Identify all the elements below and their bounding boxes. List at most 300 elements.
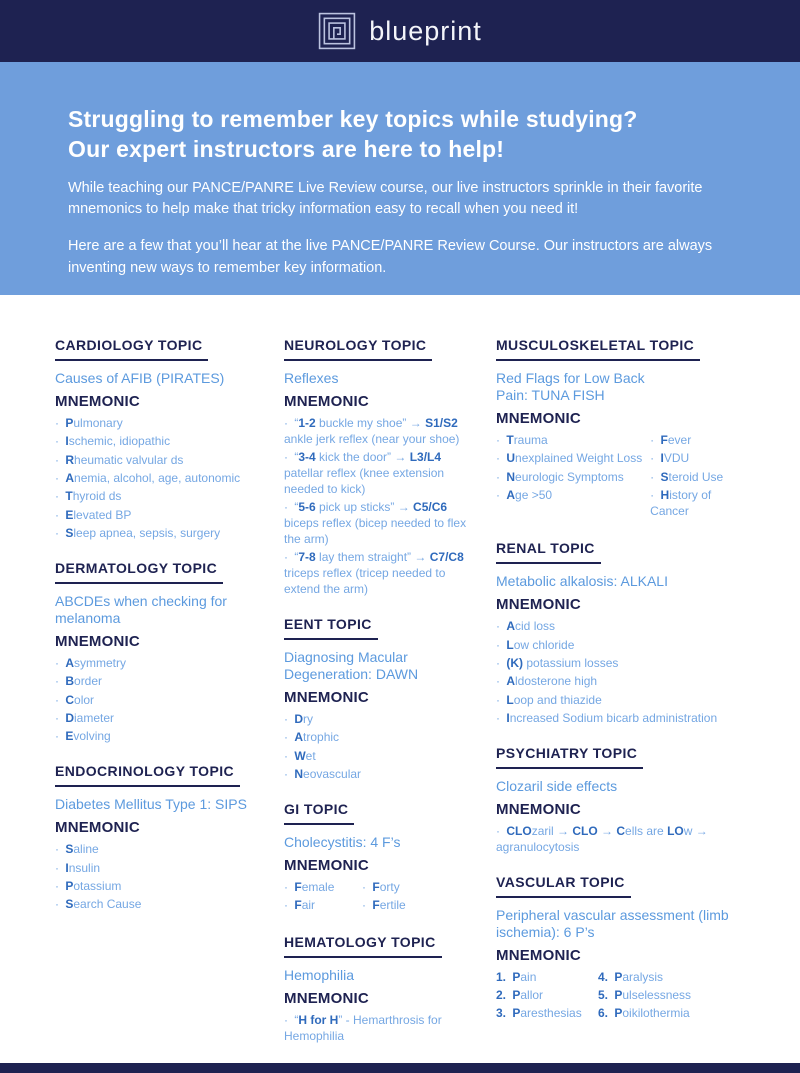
topic-heading-text: EENT TOPIC (284, 616, 378, 640)
mnemonic-list (284, 712, 482, 783)
topics-column-2 (284, 337, 482, 1063)
item-number: 5. (598, 988, 612, 1003)
mnemonic-text: ge >50 (515, 488, 553, 503)
bullet-icon: · (496, 711, 504, 726)
mnemonic-item (284, 712, 482, 728)
bullet-icon: · (650, 433, 658, 448)
topic-subtitle: Hemophilia (284, 967, 355, 984)
mnemonic-label: MNEMONIC (284, 990, 369, 1008)
mnemonic-text: zaril → (531, 823, 573, 838)
topic-section-gi (284, 801, 482, 917)
topic-heading-vascular (496, 874, 752, 898)
mnemonic-list (284, 880, 482, 917)
topic-heading-text: CARDIOLOGY TOPIC (55, 337, 208, 361)
bullet-icon: · (284, 879, 292, 894)
mnemonic-text: aralysis (622, 969, 664, 984)
bullet-icon: · (284, 550, 292, 565)
mnemonic-item (284, 880, 362, 896)
mnemonic-list (496, 970, 752, 1025)
topic-section-cardiology (55, 337, 270, 542)
mnemonic-text: heumatic valvular ds (74, 452, 184, 467)
bullet-icon: · (284, 1013, 292, 1028)
item-number: 1. (496, 969, 510, 984)
mnemonic-text: P (512, 988, 521, 1003)
mnemonic-item (55, 711, 270, 727)
mnemonic-text: P (65, 416, 74, 431)
mnemonic-text: “ (294, 550, 299, 565)
mnemonic-list-column (496, 824, 752, 856)
mnemonic-text: nsulin (68, 860, 101, 875)
mnemonic-text: “ (294, 450, 299, 465)
mnemonic-item (55, 656, 270, 672)
mnemonic-text: E (65, 507, 74, 522)
bullet-icon: · (55, 711, 63, 726)
mnemonic-item (496, 711, 752, 727)
mnemonic-text: D (294, 711, 304, 726)
mnemonic-text: I (506, 711, 510, 726)
mnemonic-text: U (506, 451, 516, 466)
mnemonic-text: VDU (663, 451, 690, 466)
bullet-icon: · (55, 507, 63, 522)
topic-section-eent (284, 616, 482, 783)
topic-heading-text: VASCULAR TOPIC (496, 874, 631, 898)
mnemonic-text: iameter (74, 711, 115, 726)
mnemonic-text: F (294, 898, 302, 913)
bullet-icon: · (55, 434, 63, 449)
topic-subtitle: Reflexes (284, 370, 339, 386)
mnemonic-label: MNEMONIC (55, 633, 140, 651)
mnemonic-label: MNEMONIC (496, 946, 581, 964)
bullet-icon: · (650, 488, 658, 503)
bullet-icon: · (284, 898, 292, 913)
mnemonic-text: “ (294, 500, 299, 515)
mnemonic-text: N (294, 766, 304, 781)
mnemonic-text: F (660, 433, 668, 448)
mnemonic-label: MNEMONIC (55, 393, 140, 411)
mnemonic-label: MNEMONIC (496, 410, 581, 428)
mnemonic-item (496, 970, 598, 986)
mnemonic-text: ulselessness (622, 988, 692, 1003)
mnemonic-text: cid loss (515, 619, 556, 634)
mnemonic-list-column (55, 416, 270, 542)
mnemonic-item (650, 470, 752, 486)
mnemonic-text: A (294, 730, 304, 745)
mnemonic-text: N (506, 469, 516, 484)
mnemonic-item (55, 453, 270, 469)
mnemonic-text: 7-8 (298, 550, 316, 565)
topic-heading-eent (284, 616, 482, 640)
mnemonic-item (598, 988, 691, 1004)
mnemonic-list (284, 416, 482, 598)
bullet-icon: · (362, 879, 370, 894)
mnemonic-text: LO (667, 823, 684, 838)
bullet-icon: · (55, 489, 63, 504)
topic-section-dermatology (55, 560, 270, 745)
mnemonic-text: P (512, 1006, 521, 1021)
mnemonic-text: hyroid ds (72, 489, 122, 504)
mnemonic-text: istory of Cancer (650, 488, 712, 518)
bullet-icon: · (496, 488, 504, 503)
mnemonic-text: ells are (625, 823, 668, 838)
mnemonic-text: S (65, 897, 74, 912)
mnemonic-text: S (660, 469, 669, 484)
hero-heading (68, 104, 740, 165)
mnemonic-list (55, 656, 270, 745)
bullet-icon: · (55, 452, 63, 467)
mnemonic-text: ulmonary (73, 416, 123, 431)
mnemonic-list-column (284, 1013, 482, 1045)
topic-heading-text: GI TOPIC (284, 801, 354, 825)
mnemonic-label: MNEMONIC (284, 856, 369, 874)
mnemonic-item (55, 729, 270, 745)
mnemonic-text: C5/C6 (413, 500, 448, 515)
mnemonic-item (496, 433, 650, 449)
mnemonic-list-column (55, 842, 270, 913)
mnemonic-item (496, 488, 650, 504)
mnemonic-list-column (284, 880, 362, 917)
mnemonic-item (496, 1006, 598, 1022)
mnemonic-text: I (65, 860, 69, 875)
bullet-icon: · (55, 878, 63, 893)
mnemonic-item (55, 434, 270, 450)
mnemonic-text: ertile (379, 898, 406, 913)
hero-paragraph-2: Here are a few that you’ll hear at the live PANCE/PANRE Review Course. Our instructors are always inventing new ways to remember key information. (68, 238, 713, 276)
topic-section-psychiatry (496, 745, 752, 856)
mnemonic-text: A (506, 674, 516, 689)
mnemonic-item (650, 451, 752, 467)
topic-heading-musculoskeletal (496, 337, 752, 361)
mnemonic-item (284, 749, 482, 765)
bullet-icon: · (55, 471, 63, 486)
mnemonic-item (284, 898, 362, 914)
mnemonic-text: trophic (303, 730, 340, 745)
mnemonic-item (496, 674, 752, 690)
mnemonic-text: leep apnea, sepsis, surgery (73, 526, 221, 541)
mnemonic-label: MNEMONIC (284, 688, 369, 706)
topic-section-hematology (284, 934, 482, 1045)
bullet-icon: · (650, 451, 658, 466)
mnemonic-text: ain (520, 969, 537, 984)
bullet-icon: · (496, 674, 504, 689)
bullet-icon: · (284, 711, 292, 726)
mnemonic-text: olor (74, 692, 95, 707)
mnemonic-text: S (65, 842, 74, 857)
topic-subtitle: Red Flags for Low Back Pain: TUNA FISH (496, 370, 645, 404)
mnemonic-text: S1/S2 (425, 416, 458, 431)
mnemonic-item (55, 879, 270, 895)
mnemonic-text: patellar reflex (knee extension needed to kick) (284, 466, 445, 496)
bullet-icon: · (55, 860, 63, 875)
mnemonic-item (55, 861, 270, 877)
mnemonic-item (284, 730, 482, 746)
mnemonic-text: H (660, 488, 670, 503)
mnemonic-list-column (496, 433, 650, 522)
mnemonic-text: ever (667, 433, 692, 448)
mnemonic-text: 5-6 (298, 500, 316, 515)
bullet-icon: · (496, 656, 504, 671)
topic-heading-text: DERMATOLOGY TOPIC (55, 560, 223, 584)
mnemonic-text: oop and thiazide (513, 692, 602, 707)
mnemonic-text: A (65, 656, 75, 671)
topic-heading-text: PSYCHIATRY TOPIC (496, 745, 643, 769)
bullet-icon: · (496, 469, 504, 484)
topic-heading-text: MUSCULOSKELETAL TOPIC (496, 337, 700, 361)
mnemonic-item (496, 638, 752, 654)
mnemonic-text: orty (379, 879, 400, 894)
topic-heading-endocrinology (55, 763, 270, 787)
topic-heading-renal (496, 540, 752, 564)
mnemonic-text: A (506, 488, 516, 503)
mnemonic-item (496, 619, 752, 635)
mnemonic-text: P (614, 988, 623, 1003)
mnemonic-list-column (496, 619, 752, 726)
mnemonic-text: symmetry (74, 656, 127, 671)
mnemonic-label: MNEMONIC (284, 393, 369, 411)
mnemonic-text: allor (520, 988, 544, 1003)
mnemonic-text: P (614, 1006, 623, 1021)
mnemonic-text: H for H (298, 1013, 339, 1028)
topic-section-renal (496, 540, 752, 727)
mnemonic-text: I (65, 434, 69, 449)
mnemonic-text: rauma (513, 433, 548, 448)
mnemonic-text: pick up sticks” → (315, 500, 414, 515)
bullet-icon: · (55, 526, 63, 541)
mnemonic-item (362, 880, 406, 896)
bullet-icon: · (55, 729, 63, 744)
item-number: 3. (496, 1006, 510, 1021)
mnemonic-text: CLO (506, 823, 532, 838)
bullet-icon: · (284, 730, 292, 745)
topic-heading-text: HEMATOLOGY TOPIC (284, 934, 442, 958)
topics-column-3 (496, 337, 752, 1063)
footer-bar (0, 1063, 800, 1073)
mnemonic-text: C7/C8 (429, 550, 464, 565)
mnemonic-text: P (512, 969, 521, 984)
mnemonic-text: potassium losses (523, 656, 619, 671)
bullet-icon: · (55, 416, 63, 431)
mnemonic-item (496, 693, 752, 709)
topic-subtitle: Causes of AFIB (PIRATES) (55, 370, 225, 386)
bullet-icon: · (55, 897, 63, 912)
topic-subtitle: ABCDEs when checking for melanoma (55, 592, 227, 626)
mnemonic-text: ncreased Sodium bicarb administration (509, 711, 718, 726)
mnemonic-item (55, 471, 270, 487)
mnemonic-text: (K) (506, 656, 524, 671)
mnemonic-text: oikilothermia (622, 1006, 690, 1021)
mnemonic-list-column (598, 970, 691, 1025)
bullet-icon: · (496, 619, 504, 634)
item-number: 6. (598, 1006, 612, 1021)
mnemonic-label: MNEMONIC (496, 596, 581, 614)
mnemonic-text: biceps reflex (bicep needed to flex the arm) (284, 516, 467, 546)
topic-section-vascular (496, 874, 752, 1025)
mnemonic-item (284, 416, 482, 448)
mnemonic-text: I (660, 451, 664, 466)
mnemonic-list-column (496, 970, 598, 1025)
bullet-icon: · (284, 748, 292, 763)
mnemonic-list-column (284, 416, 482, 598)
logo-text: blueprint (369, 15, 482, 46)
bullet-icon: · (55, 842, 63, 857)
mnemonic-item (496, 824, 734, 856)
topic-heading-text: ENDOCRINOLOGY TOPIC (55, 763, 240, 787)
mnemonic-list (496, 824, 752, 856)
mnemonic-text: emale (301, 879, 335, 894)
bullet-icon: · (284, 416, 292, 431)
mnemonic-item (496, 988, 598, 1004)
topics-column-1 (55, 337, 270, 1063)
topic-subtitle: Diagnosing Macular Degeneration: DAWN (284, 648, 419, 682)
mnemonic-text: otassium (73, 878, 122, 893)
mnemonic-item (55, 897, 270, 913)
mnemonic-text: kick the door” → (315, 450, 410, 465)
bullet-icon: · (55, 656, 63, 671)
mnemonic-text: T (506, 433, 514, 448)
mnemonic-item (284, 500, 482, 547)
mnemonic-text: lay them straight” → (315, 550, 430, 565)
item-number: 4. (598, 969, 612, 984)
mnemonic-text: P (614, 969, 623, 984)
mnemonic-text: C (65, 692, 75, 707)
mnemonic-text: buckle my shoe” → (315, 416, 426, 431)
mnemonic-list-column (55, 656, 270, 745)
mnemonic-list (496, 619, 752, 726)
topic-section-endocrinology (55, 763, 270, 913)
mnemonic-text: F (372, 898, 380, 913)
mnemonic-text: eurologic Symptoms (515, 469, 624, 484)
topic-section-musculoskeletal (496, 337, 752, 522)
mnemonic-text: volving (73, 729, 111, 744)
topic-heading-gi (284, 801, 482, 825)
mnemonic-text: w → agranulocytosis (496, 823, 708, 854)
bullet-icon: · (496, 823, 504, 838)
topic-heading-cardiology (55, 337, 270, 361)
mnemonic-item (496, 656, 752, 672)
mnemonic-item (284, 1013, 482, 1045)
mnemonic-item (650, 488, 752, 520)
mnemonic-item (598, 970, 691, 986)
mnemonic-text: T (65, 489, 73, 504)
mnemonic-item (55, 489, 270, 505)
bullet-icon: · (496, 692, 504, 707)
mnemonic-text: ldosterone high (515, 674, 598, 689)
header-bar (0, 0, 800, 62)
mnemonic-list (55, 842, 270, 913)
mnemonic-text: 3-4 (298, 450, 316, 465)
mnemonic-text: order (74, 674, 103, 689)
mnemonic-text: “ (294, 416, 299, 431)
item-number: 2. (496, 988, 510, 1003)
mnemonic-text: ow chloride (513, 637, 575, 652)
mnemonic-item (284, 767, 482, 783)
bullet-icon: · (284, 766, 292, 781)
mnemonic-text: ry (303, 711, 314, 726)
mnemonic-text: levated BP (73, 507, 132, 522)
mnemonic-item (55, 693, 270, 709)
mnemonic-text: L (506, 637, 514, 652)
mnemonic-text: E (65, 729, 74, 744)
mnemonic-item (55, 674, 270, 690)
topic-heading-dermatology (55, 560, 270, 584)
mnemonic-label: MNEMONIC (496, 800, 581, 818)
mnemonic-list (496, 433, 752, 522)
mnemonic-text: aline (73, 842, 99, 857)
mnemonic-text: S (65, 526, 74, 541)
mnemonic-item (284, 550, 482, 597)
topic-heading-neurology (284, 337, 482, 361)
mnemonic-text: L3/L4 (409, 450, 442, 465)
mnemonic-list (55, 416, 270, 542)
mnemonic-list-column (362, 880, 406, 917)
mnemonic-text: air (301, 898, 316, 913)
mnemonic-text: B (65, 674, 75, 689)
mnemonic-item (362, 898, 406, 914)
mnemonic-text: ankle jerk reflex (near your shoe) (284, 431, 460, 446)
mnemonic-item (284, 450, 482, 497)
bullet-icon: · (496, 637, 504, 652)
mnemonic-text: → (597, 823, 617, 838)
mnemonic-list-column (284, 712, 482, 783)
mnemonic-item (496, 470, 650, 486)
mnemonic-item (55, 416, 270, 432)
mnemonic-text: et (305, 748, 316, 763)
topic-subtitle: Metabolic alkalosis: ALKALI (496, 573, 668, 590)
mnemonic-text: A (506, 619, 516, 634)
mnemonic-text: CLO (572, 823, 598, 838)
topic-heading-psychiatry (496, 745, 752, 769)
maze-icon (318, 12, 356, 50)
mnemonic-text: nexplained Weight Loss (515, 451, 643, 466)
bullet-icon: · (362, 898, 370, 913)
mnemonic-item (650, 433, 752, 449)
mnemonic-text: “ (294, 1013, 299, 1028)
mnemonic-text: eovascular (303, 766, 362, 781)
topic-subtitle: Peripheral vascular assessment (limb ischemia): 6 P’s (496, 906, 729, 940)
mnemonic-item (55, 842, 270, 858)
mnemonic-text: teroid Use (668, 469, 724, 484)
mnemonic-text: R (65, 452, 75, 467)
hero-heading-line1: Struggling to remember key topics while studying? (68, 106, 638, 132)
mnemonic-text: F (294, 879, 302, 894)
topics-grid (0, 295, 800, 1063)
bullet-icon: · (284, 450, 292, 465)
topic-subtitle: Cholecystitis: 4 F’s (284, 833, 401, 850)
mnemonic-text: ” - Hemarthrosis for Hemophilia (284, 1013, 442, 1044)
topic-subtitle: Clozaril side effects (496, 777, 618, 794)
mnemonic-item (496, 451, 650, 467)
mnemonic-list (284, 1013, 482, 1045)
bullet-icon: · (496, 451, 504, 466)
mnemonic-text: schemic, idiopathic (68, 434, 171, 449)
bullet-icon: · (55, 674, 63, 689)
topic-heading-text: NEUROLOGY TOPIC (284, 337, 432, 361)
mnemonic-text: A (65, 471, 75, 486)
blueprint-logo (318, 12, 482, 50)
mnemonic-text: earch Cause (73, 897, 142, 912)
topic-subtitle: Diabetes Mellitus Type 1: SIPS (55, 796, 247, 813)
mnemonic-item (55, 508, 270, 524)
mnemonic-label: MNEMONIC (55, 819, 140, 837)
mnemonic-list-column (650, 433, 752, 522)
bullet-icon: · (650, 469, 658, 484)
mnemonic-text: 1-2 (298, 416, 316, 431)
mnemonic-item (55, 526, 270, 542)
mnemonic-text: W (294, 748, 306, 763)
mnemonic-text: F (372, 879, 380, 894)
bullet-icon: · (55, 692, 63, 707)
hero-paragraph-1: While teaching our PANCE/PANRE Live Review course, our live instructors sprinkle in their favorite mnemonics to help make that tricky information easy to recall when you need it! (68, 179, 703, 218)
mnemonic-text: L (506, 692, 514, 707)
